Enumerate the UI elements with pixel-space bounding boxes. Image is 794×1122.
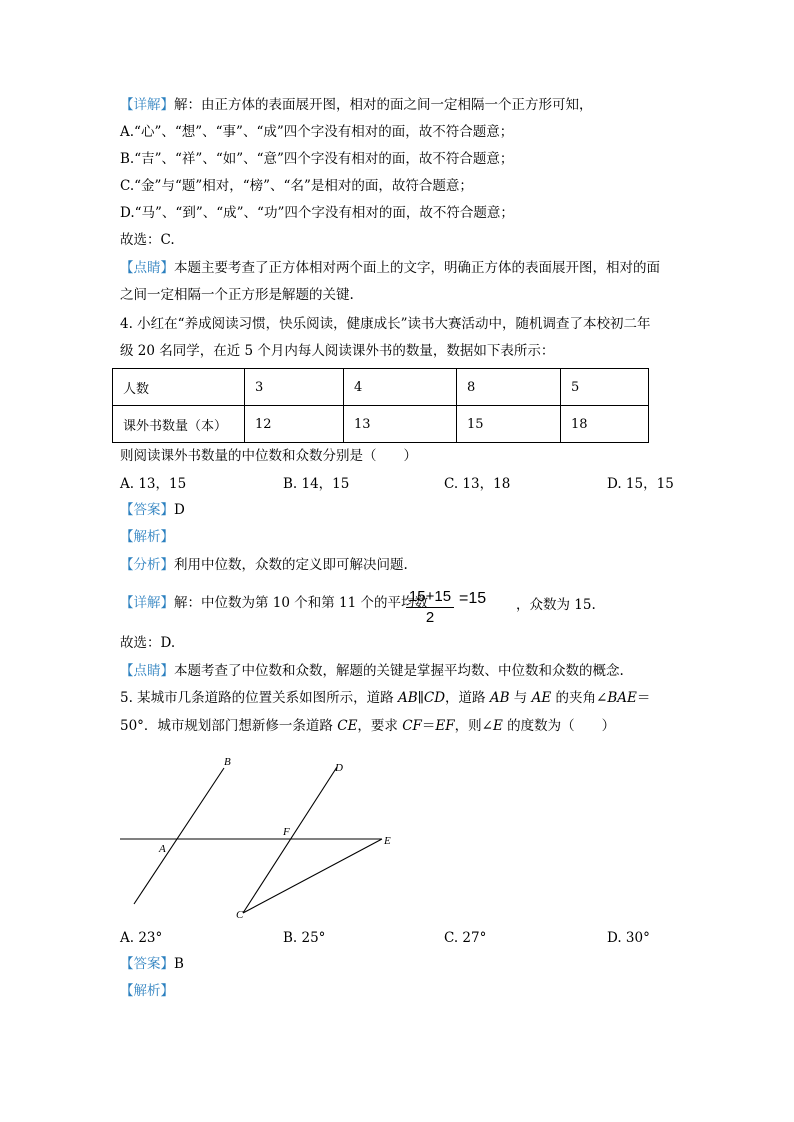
option-a: A. 13，15 <box>120 476 187 492</box>
table-cell: 18 <box>561 406 649 443</box>
road-cd-line <box>243 767 337 913</box>
table-cell: 4 <box>344 369 457 406</box>
label-d: D <box>335 762 343 774</box>
option-a: A. 23° <box>120 930 163 946</box>
option-d: D. 30° <box>607 930 650 946</box>
analysis-tag-q5: 【解析】 <box>120 983 174 999</box>
note-tag: 【点睛】 <box>120 260 174 276</box>
data-table <box>112 368 649 443</box>
note-text-q4: 本题考查了中位数和众数，解题的关键是掌握平均数、中位数和众数的概念. <box>174 663 624 679</box>
q5-var: BAE <box>607 690 637 706</box>
option-c: C. 27° <box>444 930 487 946</box>
option-c-explain: C.“金”与“题”相对，“榜”、“名”是相对的面，故符合题意； <box>120 178 473 194</box>
detail-line <box>120 95 593 115</box>
table-cell: 5 <box>561 369 649 406</box>
label-b: B <box>224 756 231 768</box>
analyze-tag: 【分析】 <box>120 557 174 573</box>
note-line <box>120 258 660 278</box>
option-a-explain: A.“心”、“想”、“事”、“成”四个字没有相对的面，故不符合题意； <box>120 124 514 140</box>
road-ce-line <box>243 839 382 913</box>
table-cell: 15 <box>457 406 561 443</box>
analyze-text: 利用中位数，众数的定义即可解决问题. <box>174 557 408 573</box>
choice-line: 故选：C. <box>120 232 175 248</box>
option-b: B. 14，15 <box>283 476 350 492</box>
option-c: C. 13，18 <box>444 476 511 492</box>
q5-var: CF <box>402 718 422 734</box>
q5-var: EF <box>435 718 455 734</box>
q5-text: ，道路 <box>445 690 490 706</box>
analysis-line-q5 <box>120 981 174 1001</box>
note-line-2: 之间一定相隔一个正方形是解题的关键. <box>120 287 354 303</box>
q5-text: ，则∠ <box>454 718 493 734</box>
q5-text: 与 <box>509 690 532 706</box>
table-row <box>113 369 649 406</box>
q5-stem-2 <box>120 716 615 736</box>
answer-line-q5 <box>120 954 184 974</box>
q5-text: ，要求 <box>357 718 403 734</box>
q4-stem-1: 4. 小红在“养成阅读习惯，快乐阅读，健康成长”读书大赛活动中，随机调查了本校初二年 <box>120 316 651 332</box>
label-a: A <box>159 843 166 855</box>
q4-stem-2: 级 20 名同学，在近 5 个月内每人阅读课外书的数量，数据如下表所示： <box>120 343 555 359</box>
q5-text: 50°．城市规划部门想新修一条道路 <box>120 718 338 734</box>
label-f: F <box>283 826 290 838</box>
q4-question: 则阅读课外书数量的中位数和众数分别是（ ） <box>120 448 417 464</box>
detail-tag: 【详解】 <box>120 97 174 113</box>
q5-var: CE <box>337 718 358 734</box>
q5-text: 的度数为（ ） <box>502 718 616 734</box>
note-line-q4 <box>120 661 624 681</box>
detail-tag-q4: 【详解】 <box>120 595 174 611</box>
q5-var: CD <box>423 690 446 706</box>
answer-tag: 【答案】 <box>120 502 174 518</box>
q5-var: AB <box>489 690 510 706</box>
table-cell: 人数 <box>113 369 245 406</box>
fraction-result: =15 <box>459 590 487 607</box>
fraction-denominator: 2 <box>425 609 435 626</box>
parallel-symbol: ∥ <box>417 690 424 706</box>
q5-text: ＝ <box>636 690 651 706</box>
detail-text-q4: 解：中位数为第 10 个和第 11 个的平均数 <box>174 595 429 611</box>
answer-tag-q5: 【答案】 <box>120 956 174 972</box>
answer-line <box>120 500 185 520</box>
table-row <box>113 406 649 443</box>
note-tag-q4: 【点睛】 <box>120 663 174 679</box>
road-ab-line <box>134 768 224 904</box>
table-cell: 12 <box>245 406 344 443</box>
table-cell: 3 <box>245 369 344 406</box>
q5-text: ＝ <box>421 718 436 734</box>
analyze-line <box>120 555 408 575</box>
q5-text: 5. 某城市几条道路的位置关系如图所示，道路 <box>120 690 398 706</box>
answer-value: D <box>174 502 185 518</box>
q5-var: E <box>492 718 503 734</box>
option-b-explain: B.“吉”、“祥”、“如”、“意”四个字没有相对的面，故不符合题意； <box>120 151 514 167</box>
choice-line-q4: 故选：D. <box>120 635 176 651</box>
note-text: 本题主要考查了正方体相对两个面上的文字，明确正方体的表面展开图，相对的面 <box>174 260 660 276</box>
average-fraction <box>404 588 456 627</box>
option-b: B. 25° <box>283 930 326 946</box>
mode-text: ，众数为 15. <box>516 597 596 613</box>
q5-text: 的夹角∠ <box>551 690 608 706</box>
fraction-numerator: 15+15 <box>408 588 452 605</box>
analysis-tag: 【解析】 <box>120 529 174 545</box>
q5-var: AE <box>531 690 552 706</box>
road-diagram <box>110 752 410 922</box>
detail-text: 解：由正方体的表面展开图，相对的面之间一定相隔一个正方形可知， <box>174 97 593 113</box>
table-cell: 13 <box>344 406 457 443</box>
q5-var: AB <box>397 690 418 706</box>
label-e: E <box>384 835 391 847</box>
option-d-explain: D.“马”、“到”、“成”、“功”四个字没有相对的面，故不符合题意； <box>120 205 514 221</box>
answer-value-q5: B <box>174 956 184 972</box>
label-c: C <box>236 909 244 921</box>
q5-stem-1 <box>120 688 650 708</box>
option-d: D. 15，15 <box>607 476 674 492</box>
detail-line-q4 <box>120 593 428 613</box>
table-cell: 8 <box>457 369 561 406</box>
analysis-line <box>120 527 174 547</box>
table-cell: 课外书数量（本） <box>113 406 245 443</box>
fraction-bar <box>406 607 454 608</box>
